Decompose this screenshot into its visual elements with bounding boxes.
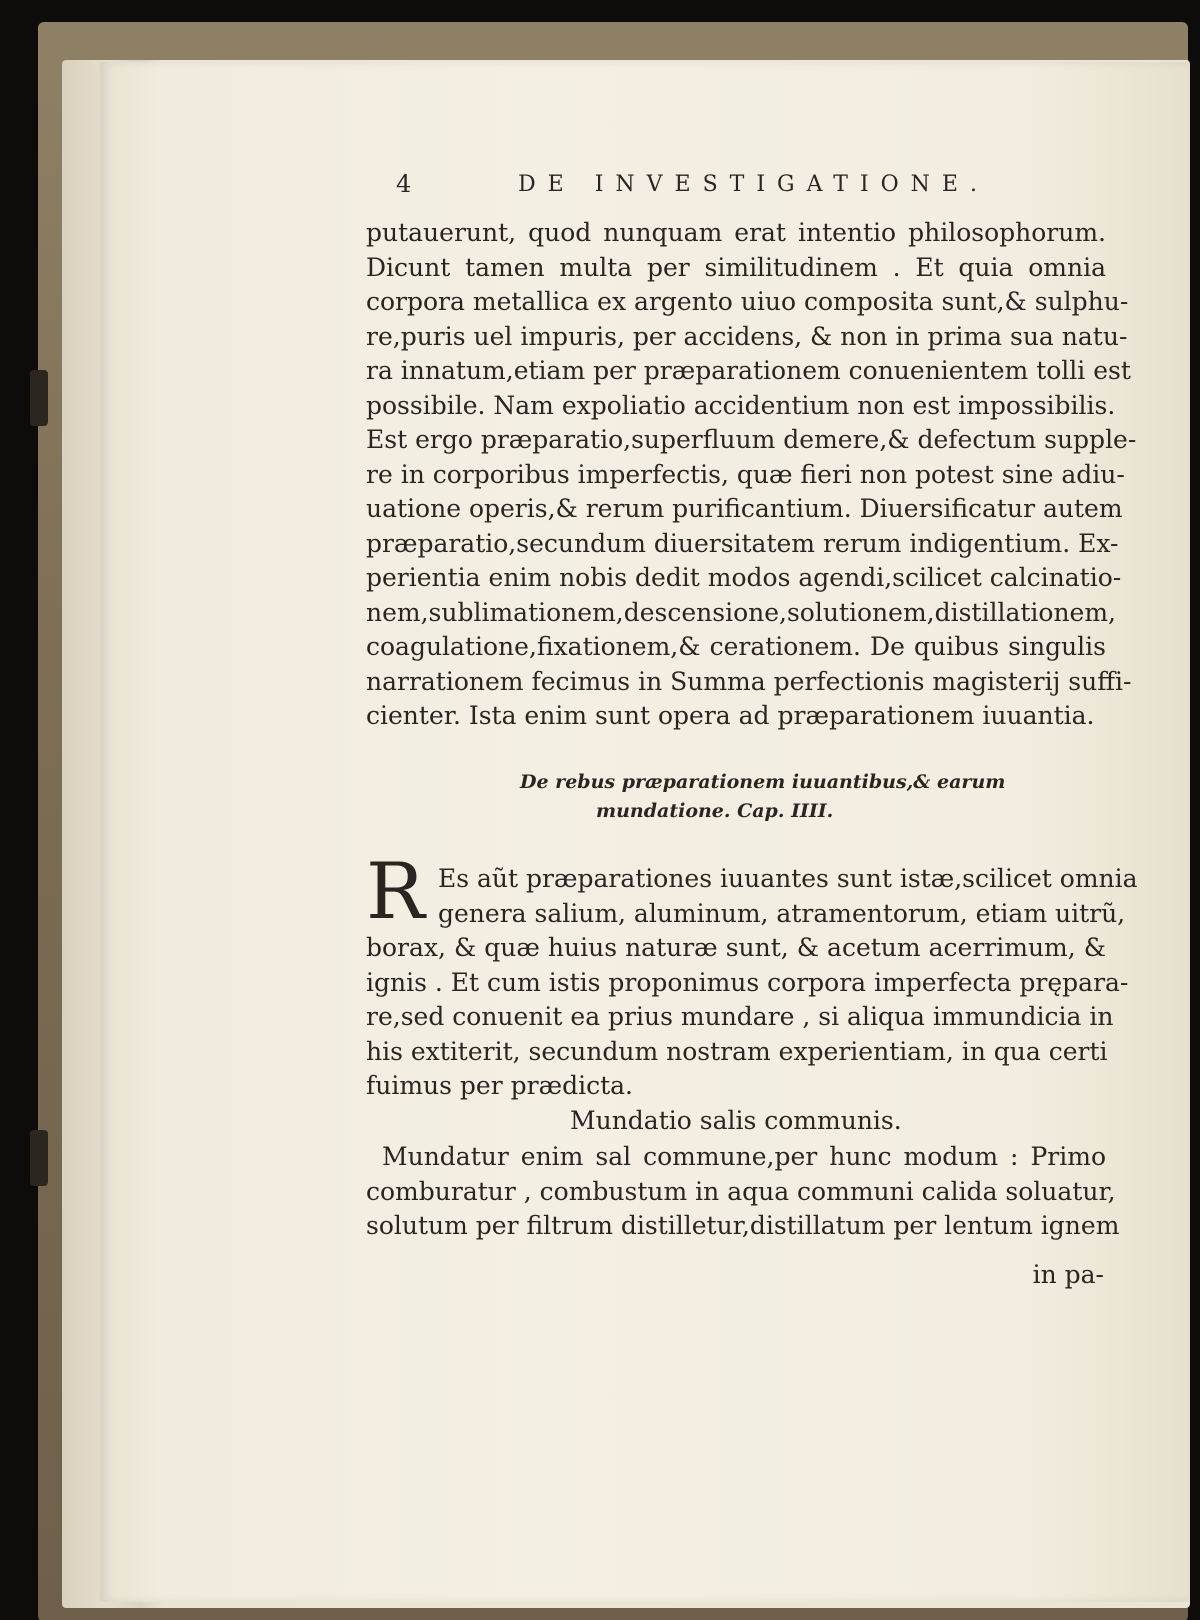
text-line: re in corporibus imperfectis, quæ fieri non potest sine adiu-: [366, 459, 1125, 489]
running-title: DE INVESTIGATIONE.: [518, 172, 989, 197]
text-line: nem,sublimationem,descensione,solutionem,distillationem,: [366, 597, 1116, 627]
drop-initial: R: [366, 847, 425, 937]
text-line: præparatio,secundum diuersitatem rerum indigentium. Ex-: [366, 528, 1119, 558]
text-line: genera salium, aluminum, atramentorum, etiam uitrũ,: [438, 898, 1126, 928]
text-line: ignis . Et cum istis proponimus corpora imperfecta prępara-: [366, 967, 1129, 997]
section-heading: Mundatio salis communis.: [570, 1106, 902, 1135]
paragraph-3: [366, 1140, 1120, 1244]
text-line: putauerunt, quod nunquam erat intentio philosophorum.: [366, 218, 1106, 247]
catchword: in pa-: [1032, 1260, 1104, 1289]
chapter-caption: [520, 768, 1006, 826]
text-line: fuimus per prædicta.: [366, 1071, 633, 1100]
text-line: Est ergo præparatio,superfluum demere,& defectum supple-: [366, 425, 1137, 454]
caption-line-1: De rebus præparationem iuuantibus,& earum: [520, 771, 1006, 793]
clasp-top: [30, 370, 48, 426]
text-line: comburatur , combustum in aqua communi calida soluatur,: [366, 1176, 1116, 1206]
text-line: corpora metallica ex argento uiuo composita sunt,& sulphu-: [366, 287, 1129, 316]
text-line: narrationem fecimus in Summa perfectionis magisterij suffi-: [366, 666, 1132, 696]
text-line: possibile. Nam expoliatio accidentium non est impossibilis.: [366, 390, 1116, 420]
paragraph-1: [366, 216, 1137, 734]
paragraph-2: [366, 862, 1138, 1104]
text-line: re,puris uel impuris, per accidens, & non in prima sua natu-: [366, 321, 1128, 351]
text-line: perientia enim nobis dedit modos agendi,scilicet calcinatio-: [366, 563, 1122, 592]
text-line: borax, & quæ huius naturæ sunt, & acetum acerrimum, &: [366, 933, 1106, 962]
text-line: ra innatum,etiam per præparationem conuenientem tolli est: [366, 356, 1131, 385]
text-line: his extiterit, secundum nostram experientiam, in qua certi: [366, 1036, 1108, 1066]
page-header: [396, 170, 1016, 206]
text-line: Dicunt tamen multa per similitudinem . Et quia omnia: [366, 252, 1106, 282]
text-line: uatione operis,& rerum purificantium. Diuersificatur autem: [366, 494, 1123, 523]
text-line: Mundatur enim sal commune,per hunc modum : Primo: [382, 1142, 1106, 1171]
caption-line-2: mundatione. Cap. IIII.: [596, 800, 834, 822]
text-line: cienter. Ista enim sunt opera ad præparationem iuuantia.: [366, 701, 1095, 730]
page-number: 4: [396, 170, 412, 198]
text-line: re,sed conuenit ea prius mundare , si aliqua immundicia in: [366, 1002, 1114, 1031]
clasp-bottom: [30, 1130, 48, 1186]
text-line: Es aũt præparationes iuuantes sunt istæ,scilicet omnia: [438, 864, 1138, 893]
text-line: solutum per filtrum distilletur,distillatum per lentum ignem: [366, 1211, 1120, 1240]
text-line: coagulatione,fixationem,& cerationem. De quibus singulis: [366, 632, 1106, 661]
